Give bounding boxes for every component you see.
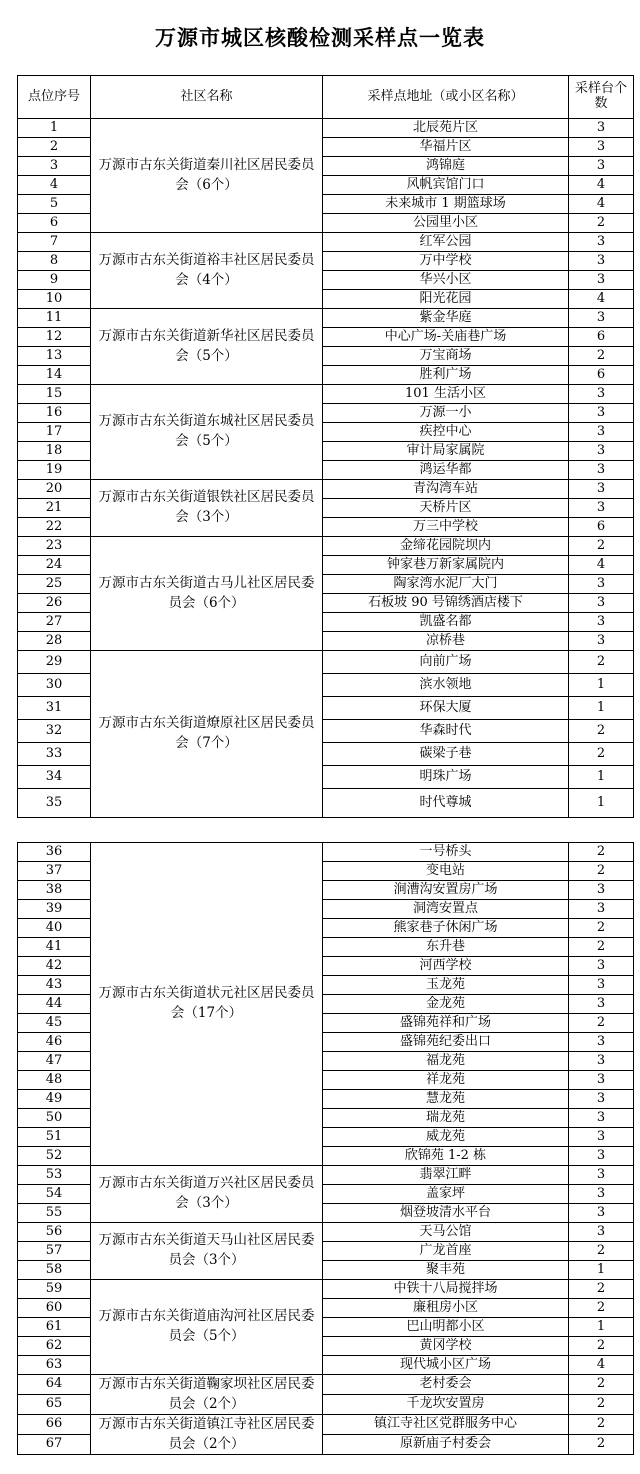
station-count: 1 xyxy=(569,789,634,818)
station-count: 3 xyxy=(569,271,634,290)
header-count: 采样台个数 xyxy=(569,76,634,119)
sampling-address: 阳光花园 xyxy=(323,290,569,309)
point-number: 66 xyxy=(18,1415,91,1435)
sampling-address: 烟登坡清水平台 xyxy=(323,1204,569,1223)
station-count: 3 xyxy=(569,1071,634,1090)
community-name: 万源市古东关街道万兴社区居民委员会（3个） xyxy=(91,1166,323,1223)
point-number: 12 xyxy=(18,328,91,347)
point-number: 42 xyxy=(18,957,91,976)
point-number: 38 xyxy=(18,881,91,900)
sampling-address: 华兴小区 xyxy=(323,271,569,290)
table-row xyxy=(18,233,634,252)
point-number: 46 xyxy=(18,1033,91,1052)
point-number: 57 xyxy=(18,1242,91,1261)
point-number: 4 xyxy=(18,176,91,195)
sampling-address: 紫金华庭 xyxy=(323,309,569,328)
community-name: 万源市古东关街道新华社区居民委员会（5个） xyxy=(91,309,323,385)
sampling-address: 广龙首座 xyxy=(323,1242,569,1261)
table-row xyxy=(18,1223,634,1242)
sampling-address: 北辰苑片区 xyxy=(323,119,569,138)
sampling-address: 聚丰苑 xyxy=(323,1261,569,1280)
point-number: 7 xyxy=(18,233,91,252)
point-number: 3 xyxy=(18,157,91,176)
station-count: 2 xyxy=(569,862,634,881)
header-address: 采样点地址（或小区名称） xyxy=(323,76,569,119)
station-count: 3 xyxy=(569,385,634,404)
station-count: 3 xyxy=(569,499,634,518)
point-number: 59 xyxy=(18,1280,91,1299)
sampling-address: 环保大厦 xyxy=(323,697,569,720)
sampling-address: 万中学校 xyxy=(323,252,569,271)
sampling-table-part-1 xyxy=(17,75,634,818)
station-count: 3 xyxy=(569,233,634,252)
sampling-address: 红军公园 xyxy=(323,233,569,252)
sampling-address: 万源一小 xyxy=(323,404,569,423)
header-seq: 点位序号 xyxy=(18,76,91,119)
point-number: 58 xyxy=(18,1261,91,1280)
sampling-address: 一号桥头 xyxy=(323,843,569,862)
point-number: 31 xyxy=(18,697,91,720)
station-count: 3 xyxy=(569,900,634,919)
station-count: 6 xyxy=(569,328,634,347)
table-row xyxy=(18,843,634,862)
sampling-address: 慧龙苑 xyxy=(323,1090,569,1109)
station-count: 3 xyxy=(569,575,634,594)
station-count: 3 xyxy=(569,1223,634,1242)
sampling-address: 翡翠江畔 xyxy=(323,1166,569,1185)
header-row xyxy=(18,76,634,119)
station-count: 2 xyxy=(569,1435,634,1455)
sampling-address: 天桥片区 xyxy=(323,499,569,518)
station-count: 4 xyxy=(569,556,634,575)
sampling-address: 原新庙子村委会 xyxy=(323,1435,569,1455)
station-count: 6 xyxy=(569,366,634,385)
sampling-address: 熊家巷子休闲广场 xyxy=(323,919,569,938)
station-count: 2 xyxy=(569,1280,634,1299)
community-name: 万源市古东关街道镇江寺社区居民委员会（2个） xyxy=(91,1415,323,1455)
station-count: 3 xyxy=(569,1128,634,1147)
station-count: 2 xyxy=(569,843,634,862)
station-count: 2 xyxy=(569,1337,634,1356)
sampling-address: 时代尊城 xyxy=(323,789,569,818)
sampling-address: 碳梁子巷 xyxy=(323,743,569,766)
table-row xyxy=(18,537,634,556)
station-count: 2 xyxy=(569,651,634,674)
point-number: 53 xyxy=(18,1166,91,1185)
point-number: 51 xyxy=(18,1128,91,1147)
table-row xyxy=(18,119,634,138)
sampling-address: 疾控中心 xyxy=(323,423,569,442)
station-count: 3 xyxy=(569,157,634,176)
station-count: 3 xyxy=(569,309,634,328)
sampling-address: 盖家坪 xyxy=(323,1185,569,1204)
sampling-address: 凯盛名都 xyxy=(323,613,569,632)
point-number: 44 xyxy=(18,995,91,1014)
station-count: 3 xyxy=(569,404,634,423)
station-count: 3 xyxy=(569,442,634,461)
sampling-address: 盛锦苑祥和广场 xyxy=(323,1014,569,1033)
sampling-address: 盛锦苑纪委出口 xyxy=(323,1033,569,1052)
sampling-address: 万三中学校 xyxy=(323,518,569,537)
station-count: 6 xyxy=(569,518,634,537)
sampling-address: 青沟湾车站 xyxy=(323,480,569,499)
sampling-address: 陶家湾水泥厂大门 xyxy=(323,575,569,594)
sampling-table-part-2 xyxy=(17,842,634,1455)
point-number: 32 xyxy=(18,720,91,743)
sampling-address: 万宝商场 xyxy=(323,347,569,366)
point-number: 64 xyxy=(18,1375,91,1395)
station-count: 2 xyxy=(569,1014,634,1033)
station-count: 2 xyxy=(569,214,634,233)
sampling-address: 钟家巷万新家属院内 xyxy=(323,556,569,575)
point-number: 18 xyxy=(18,442,91,461)
point-number: 35 xyxy=(18,789,91,818)
sampling-address: 审计局家属院 xyxy=(323,442,569,461)
table-row xyxy=(18,1415,634,1435)
sampling-address: 凉桥巷 xyxy=(323,632,569,651)
point-number: 43 xyxy=(18,976,91,995)
point-number: 20 xyxy=(18,480,91,499)
table-body-2 xyxy=(18,843,634,1455)
sampling-address: 101 生活小区 xyxy=(323,385,569,404)
point-number: 56 xyxy=(18,1223,91,1242)
station-count: 3 xyxy=(569,480,634,499)
sampling-address: 滨水领地 xyxy=(323,674,569,697)
station-count: 3 xyxy=(569,1109,634,1128)
station-count: 3 xyxy=(569,138,634,157)
sampling-address: 玉龙苑 xyxy=(323,976,569,995)
table-row xyxy=(18,480,634,499)
station-count: 4 xyxy=(569,1356,634,1375)
sampling-address: 金缔花园院坝内 xyxy=(323,537,569,556)
point-number: 30 xyxy=(18,674,91,697)
point-number: 47 xyxy=(18,1052,91,1071)
station-count: 1 xyxy=(569,697,634,720)
sampling-address: 中铁十八局搅拌场 xyxy=(323,1280,569,1299)
sampling-address: 祥龙苑 xyxy=(323,1071,569,1090)
table-row xyxy=(18,651,634,674)
community-name: 万源市古东关街道天马山社区居民委员会（3个） xyxy=(91,1223,323,1280)
station-count: 1 xyxy=(569,674,634,697)
station-count: 3 xyxy=(569,1166,634,1185)
station-count: 3 xyxy=(569,594,634,613)
station-count: 3 xyxy=(569,252,634,271)
station-count: 2 xyxy=(569,1415,634,1435)
sampling-address: 鸿运华都 xyxy=(323,461,569,480)
community-name: 万源市古东关街道庙沟河社区居民委员会（5个） xyxy=(91,1280,323,1375)
point-number: 24 xyxy=(18,556,91,575)
station-count: 3 xyxy=(569,1147,634,1166)
point-number: 8 xyxy=(18,252,91,271)
sampling-address: 涧漕沟安置房广场 xyxy=(323,881,569,900)
point-number: 23 xyxy=(18,537,91,556)
point-number: 17 xyxy=(18,423,91,442)
station-count: 2 xyxy=(569,1242,634,1261)
point-number: 49 xyxy=(18,1090,91,1109)
sampling-address: 石板坡 90 号锦绣酒店楼下 xyxy=(323,594,569,613)
point-number: 60 xyxy=(18,1299,91,1318)
table-row xyxy=(18,385,634,404)
point-number: 33 xyxy=(18,743,91,766)
point-number: 40 xyxy=(18,919,91,938)
community-name: 万源市古东关街道裕丰社区居民委员会（4个） xyxy=(91,233,323,309)
station-count: 2 xyxy=(569,1375,634,1395)
station-count: 3 xyxy=(569,461,634,480)
point-number: 19 xyxy=(18,461,91,480)
station-count: 1 xyxy=(569,766,634,789)
sampling-address: 洞湾安置点 xyxy=(323,900,569,919)
sampling-address: 千龙坎安置房 xyxy=(323,1395,569,1415)
station-count: 1 xyxy=(569,1261,634,1280)
table-row xyxy=(18,309,634,328)
sampling-address: 瑞龙苑 xyxy=(323,1109,569,1128)
point-number: 26 xyxy=(18,594,91,613)
sampling-address: 未来城市 1 期篮球场 xyxy=(323,195,569,214)
point-number: 21 xyxy=(18,499,91,518)
station-count: 4 xyxy=(569,290,634,309)
point-number: 15 xyxy=(18,385,91,404)
station-count: 3 xyxy=(569,613,634,632)
community-name: 万源市古东关街道银铁社区居民委员会（3个） xyxy=(91,480,323,537)
point-number: 50 xyxy=(18,1109,91,1128)
point-number: 62 xyxy=(18,1337,91,1356)
point-number: 54 xyxy=(18,1185,91,1204)
point-number: 55 xyxy=(18,1204,91,1223)
station-count: 3 xyxy=(569,1204,634,1223)
point-number: 48 xyxy=(18,1071,91,1090)
sampling-address: 华森时代 xyxy=(323,720,569,743)
point-number: 2 xyxy=(18,138,91,157)
station-count: 3 xyxy=(569,1052,634,1071)
station-count: 2 xyxy=(569,938,634,957)
table-row xyxy=(18,1280,634,1299)
community-name: 万源市古东关街道燎原社区居民委员会（7个） xyxy=(91,651,323,818)
station-count: 1 xyxy=(569,1318,634,1337)
community-name: 万源市古东关街道状元社区居民委员会（17个） xyxy=(91,843,323,1166)
community-name: 万源市古东关街道秦川社区居民委员会（6个） xyxy=(91,119,323,233)
sampling-address: 巴山明都小区 xyxy=(323,1318,569,1337)
sampling-address: 变电站 xyxy=(323,862,569,881)
point-number: 37 xyxy=(18,862,91,881)
sampling-address: 华福片区 xyxy=(323,138,569,157)
header-community: 社区名称 xyxy=(91,76,323,119)
community-name: 万源市古东关街道古马儿社区居民委员会（6个） xyxy=(91,537,323,651)
station-count: 4 xyxy=(569,195,634,214)
station-count: 2 xyxy=(569,743,634,766)
sampling-address: 金龙苑 xyxy=(323,995,569,1014)
point-number: 45 xyxy=(18,1014,91,1033)
station-count: 3 xyxy=(569,976,634,995)
point-number: 9 xyxy=(18,271,91,290)
station-count: 3 xyxy=(569,881,634,900)
station-count: 2 xyxy=(569,1395,634,1415)
point-number: 41 xyxy=(18,938,91,957)
sampling-address: 老村委会 xyxy=(323,1375,569,1395)
community-name: 万源市古东关街道鞠家坝社区居民委员会（2个） xyxy=(91,1375,323,1415)
sampling-address: 天马公馆 xyxy=(323,1223,569,1242)
point-number: 27 xyxy=(18,613,91,632)
point-number: 34 xyxy=(18,766,91,789)
sampling-address: 明珠广场 xyxy=(323,766,569,789)
sampling-address: 东升巷 xyxy=(323,938,569,957)
point-number: 65 xyxy=(18,1395,91,1415)
point-number: 25 xyxy=(18,575,91,594)
sampling-address: 福龙苑 xyxy=(323,1052,569,1071)
point-number: 61 xyxy=(18,1318,91,1337)
station-count: 3 xyxy=(569,423,634,442)
point-number: 28 xyxy=(18,632,91,651)
community-name: 万源市古东关街道东城社区居民委员会（5个） xyxy=(91,385,323,480)
station-count: 3 xyxy=(569,995,634,1014)
point-number: 11 xyxy=(18,309,91,328)
sampling-address: 镇江寺社区党群服务中心 xyxy=(323,1415,569,1435)
point-number: 16 xyxy=(18,404,91,423)
station-count: 3 xyxy=(569,1090,634,1109)
station-count: 2 xyxy=(569,537,634,556)
point-number: 36 xyxy=(18,843,91,862)
station-count: 4 xyxy=(569,176,634,195)
sampling-address: 中心广场-关庙巷广场 xyxy=(323,328,569,347)
table-row xyxy=(18,1375,634,1395)
point-number: 52 xyxy=(18,1147,91,1166)
sampling-address: 胜利广场 xyxy=(323,366,569,385)
point-number: 6 xyxy=(18,214,91,233)
sampling-address: 向前广场 xyxy=(323,651,569,674)
sampling-address: 河西学校 xyxy=(323,957,569,976)
point-number: 13 xyxy=(18,347,91,366)
station-count: 3 xyxy=(569,957,634,976)
point-number: 63 xyxy=(18,1356,91,1375)
point-number: 14 xyxy=(18,366,91,385)
page-title: 万源市城区核酸检测采样点一览表 xyxy=(155,26,485,50)
point-number: 39 xyxy=(18,900,91,919)
table-body-1 xyxy=(18,119,634,818)
point-number: 29 xyxy=(18,651,91,674)
sampling-address: 公园里小区 xyxy=(323,214,569,233)
sampling-address: 风帆宾馆门口 xyxy=(323,176,569,195)
sampling-address: 黄冈学校 xyxy=(323,1337,569,1356)
station-count: 2 xyxy=(569,919,634,938)
station-count: 2 xyxy=(569,1299,634,1318)
sampling-address: 威龙苑 xyxy=(323,1128,569,1147)
station-count: 3 xyxy=(569,632,634,651)
sampling-address: 鸿锦庭 xyxy=(323,157,569,176)
sampling-address: 欣锦苑 1-2 栋 xyxy=(323,1147,569,1166)
sampling-address: 现代城小区广场 xyxy=(323,1356,569,1375)
station-count: 3 xyxy=(569,119,634,138)
point-number: 1 xyxy=(18,119,91,138)
point-number: 67 xyxy=(18,1435,91,1455)
table-row xyxy=(18,1166,634,1185)
point-number: 5 xyxy=(18,195,91,214)
sampling-address: 廉租房小区 xyxy=(323,1299,569,1318)
point-number: 10 xyxy=(18,290,91,309)
station-count: 3 xyxy=(569,1185,634,1204)
point-number: 22 xyxy=(18,518,91,537)
station-count: 2 xyxy=(569,720,634,743)
station-count: 3 xyxy=(569,1033,634,1052)
station-count: 2 xyxy=(569,347,634,366)
